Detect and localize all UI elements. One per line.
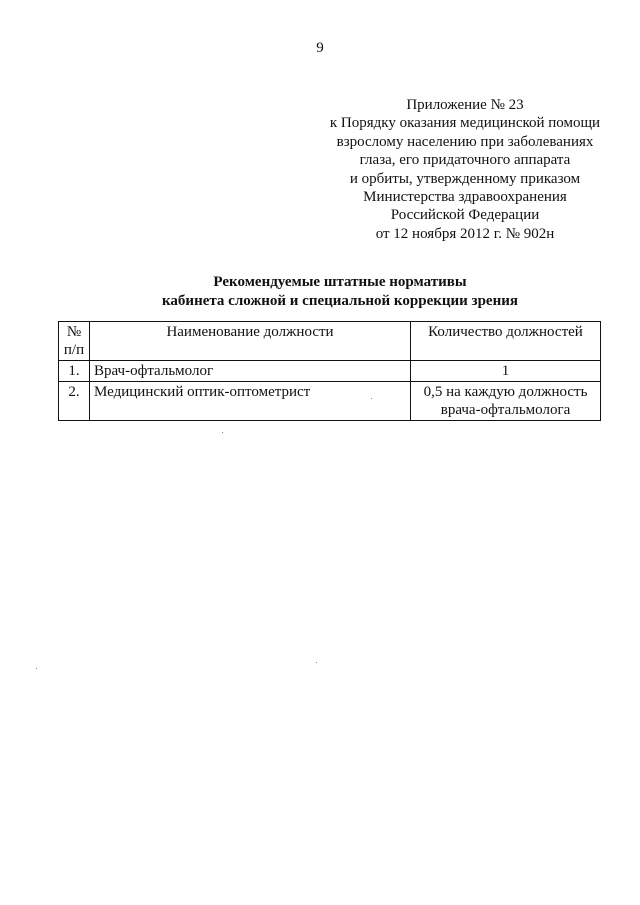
document-title bbox=[0, 273, 640, 311]
appendix-header bbox=[300, 96, 630, 243]
header-number bbox=[59, 322, 90, 361]
appendix-line: от 12 ноября 2012 г. № 902н bbox=[375, 225, 555, 242]
header-quantity: Количество должностей bbox=[411, 322, 601, 361]
appendix-line: к Порядку оказания медицинской помощи bbox=[329, 115, 601, 132]
appendix-line: глаза, его придаточного аппарата bbox=[359, 152, 571, 169]
row-quantity-line-1: 1 bbox=[501, 363, 510, 379]
table-header-row bbox=[59, 322, 601, 361]
row-quantity-line-2: врача-офтальмолога bbox=[440, 402, 571, 418]
appendix-line: Приложение № 23 bbox=[406, 97, 524, 113]
row-quantity bbox=[411, 361, 601, 382]
staffing-table bbox=[58, 321, 601, 421]
row-position-name: Врач-офтальмолог bbox=[90, 361, 411, 382]
scan-speck bbox=[36, 668, 37, 669]
row-quantity bbox=[411, 382, 601, 421]
title-line-1: Рекомендуемые штатные нормативы bbox=[213, 274, 467, 290]
row-number: 1. bbox=[59, 361, 90, 382]
page-number: 9 bbox=[316, 40, 324, 56]
header-position-name: Наименование должности bbox=[90, 322, 411, 361]
scan-speck bbox=[371, 398, 372, 399]
scan-speck bbox=[316, 662, 317, 663]
table-row bbox=[59, 382, 601, 421]
header-number-line-2: п/п bbox=[63, 342, 85, 358]
title-line-2: кабинета сложной и специальной коррекции зрения bbox=[162, 293, 518, 309]
table-row bbox=[59, 361, 601, 382]
appendix-line: Российской Федерации bbox=[390, 207, 540, 224]
row-position-name: Медицинский оптик-оптометрист bbox=[90, 382, 411, 421]
header-number-line-1: № bbox=[66, 324, 82, 340]
row-quantity-line-1: 0,5 на каждую должность bbox=[423, 384, 588, 400]
appendix-line: взрослому населению при заболеваниях bbox=[336, 133, 594, 150]
scan-speck bbox=[222, 432, 223, 433]
appendix-line: Министерства здравоохранения bbox=[363, 189, 567, 206]
row-number: 2. bbox=[59, 382, 90, 421]
appendix-line: и орбиты, утвержденному приказом bbox=[349, 170, 581, 187]
